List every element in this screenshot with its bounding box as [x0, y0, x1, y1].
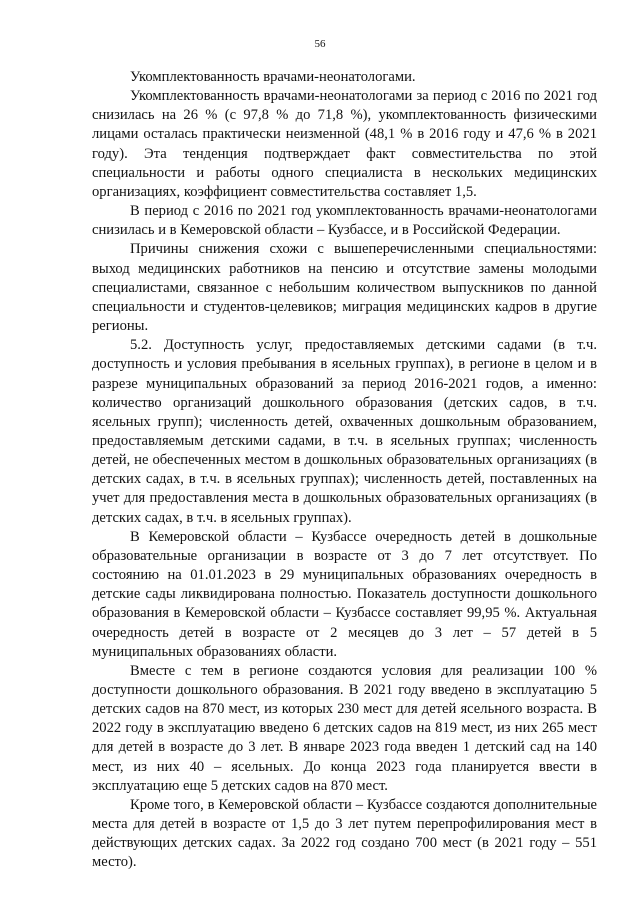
paragraph-additional-places: Кроме того, в Кемеровской области – Кузбассе создаются дополнительные места для детей в возрасте от 1,5 до 3 лет путем перепрофилирования мест в действующих детских садах. За 2022 год создано 700 мест (в 2021 году – 551 место). — [92, 796, 597, 871]
paragraph-kindergarten-queue: В Кемеровской области – Кузбассе очередность детей в дошкольные образовательные организации в возрасте от 3 до 7 лет отсутствует. По состоянию на 01.01.2023 в 29 муниципальных образованиях очередность в детские сады ликвидирована полностью. Показатель доступности дошкольного образования в Кемеровской области – Кузбассе составляет 99,95 %. Актуальная очередность детей в возрасте от 2 месяцев до 3 лет – 57 детей в 5 муниципальных образованиях области. — [92, 528, 597, 660]
paragraph-period-decline: В период с 2016 по 2021 год укомплектованность врачами-неонатологами снизилась и в Кемеровской области – Кузбассе, и в Российской Федерации. — [92, 203, 597, 239]
page-number: 56 — [314, 38, 326, 50]
paragraph-heading-neonatologists: Укомплектованность врачами-неонатологами. — [130, 69, 416, 85]
document-body — [92, 68, 597, 873]
paragraph-staffing-stats: Укомплектованность врачами-неонатологами за период с 2016 по 2021 год снизилась на 26 % (с 97,8 % до 71,8 %), укомплектованность физическими лицами осталась практически неизменной (48,1 % в 2016 году и 47,6 % в 2021 году). Эта тенденция подтверждает факт совместительства по этой специальности и работы одного специалиста в нескольких медицинских организациях, коэффициент совместительства составляет 1,5. — [92, 88, 597, 200]
paragraph-new-kindergartens: Вместе с тем в регионе создаются условия для реализации 100 % доступности дошкольного образования. В 2021 году введено в эксплуатацию 5 детских садов на 870 мест, из которых 230 мест для детей ясельного возраста. В 2022 году в эксплуатацию введено 6 детских садов на 819 мест, из них 265 мест для детей в возрасте до 3 лет. В январе 2023 года введен 1 детский сад на 140 мест, из них 40 – ясельных. До конца 2023 года планируется ввести в эксплуатацию еще 5 детских садов на 870 мест. — [92, 662, 597, 794]
paragraph-section-5-2: 5.2. Доступность услуг, предоставляемых детскими садами (в т.ч. доступность и условия пребывания в ясельных группах), в регионе в целом и в разрезе муниципальных образований за период 2016-2021 годов, а именно: количество организаций дошкольного образования (детских садов, в т.ч. ясельных групп); численность детей, охваченных дошкольным образованием, предоставляемым детскими садами, в т.ч. в ясельных группах; численность детей, не обеспеченных местом в дошкольных образовательных организациях (в детских садах, в т.ч. в ясельных группах); численность детей, поставленных на учет для предоставления места в дошкольных образовательных организациях (в детских садах, в т.ч. в ясельных группах). — [92, 337, 597, 526]
paragraph-reasons: Причины снижения схожи с вышеперечисленными специальностями: выход медицинских работников на пенсию и отсутствие замены молодыми специалистами, связанное с небольшим количеством выпускников по данной специальности и студентов-целевиков; миграция медицинских кадров в другие регионы. — [92, 241, 597, 335]
